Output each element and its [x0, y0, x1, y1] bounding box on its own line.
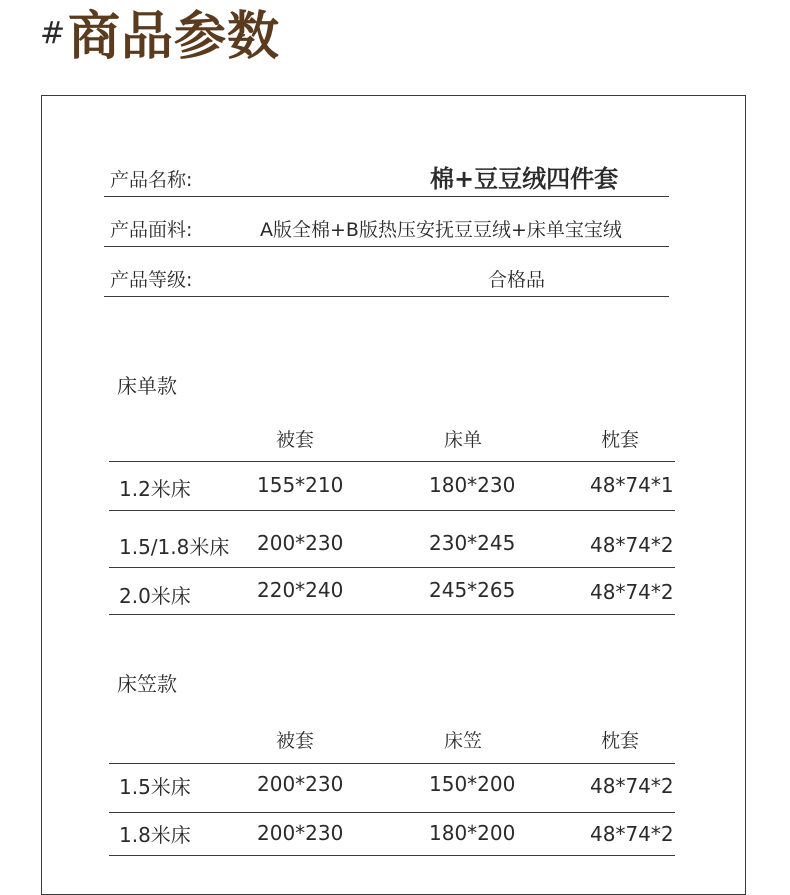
size-cell: 2.0米床: [119, 584, 191, 608]
table-cell: 48*74*2: [590, 774, 674, 798]
table-cell: 200*230: [257, 772, 344, 796]
table-cell: 48*74*1: [590, 473, 674, 497]
size-cell: 1.8米床: [119, 823, 191, 847]
table-cell: 230*245: [429, 531, 516, 555]
spec-label: 产品面料:: [110, 219, 193, 241]
size-cell: 1.5米床: [119, 775, 191, 799]
spec-value: 合格品: [488, 269, 546, 291]
section-title-sheet: 床单款: [117, 374, 177, 398]
hash-mark: #: [40, 16, 66, 51]
spec-value: 棉+豆豆绒四件套: [430, 165, 619, 193]
spec-row-name: [104, 166, 669, 197]
table-cell: 155*210: [257, 473, 344, 497]
table-row: [109, 511, 675, 568]
spec-label: 产品名称:: [110, 169, 193, 191]
column-header: 被套: [276, 730, 315, 752]
table-cell: 220*240: [257, 578, 344, 602]
column-header: 床单: [444, 429, 483, 451]
table-cell: 200*230: [257, 531, 344, 555]
column-header: 枕套: [601, 730, 640, 752]
spec-label: 产品等级:: [110, 269, 193, 291]
table-row: [109, 813, 675, 856]
spec-row-grade: [104, 266, 669, 297]
table-cell: 48*74*2: [590, 580, 674, 604]
table-cell: 200*230: [257, 821, 344, 845]
spec-value: A版全棉+B版热压安抚豆豆绒+床单宝宝绒: [260, 219, 622, 241]
page-title: 商品参数: [68, 7, 281, 67]
column-header: 床笠: [444, 730, 483, 752]
column-header: 被套: [276, 429, 315, 451]
spec-row-fabric: [104, 216, 669, 247]
table-cell: 150*200: [429, 772, 516, 796]
table-cell: 48*74*2: [590, 822, 674, 846]
size-cell: 1.5/1.8米床: [119, 535, 230, 559]
table-row: [109, 461, 675, 511]
table-cell: 48*74*2: [590, 533, 674, 557]
table-row: [109, 568, 675, 615]
section-title-fitted: 床笠款: [117, 672, 177, 696]
table-cell: 180*200: [429, 821, 516, 845]
table-cell: 180*230: [429, 473, 516, 497]
table-cell: 245*265: [429, 578, 516, 602]
column-header: 枕套: [601, 429, 640, 451]
table-row: [109, 763, 675, 813]
size-cell: 1.2米床: [119, 477, 191, 501]
